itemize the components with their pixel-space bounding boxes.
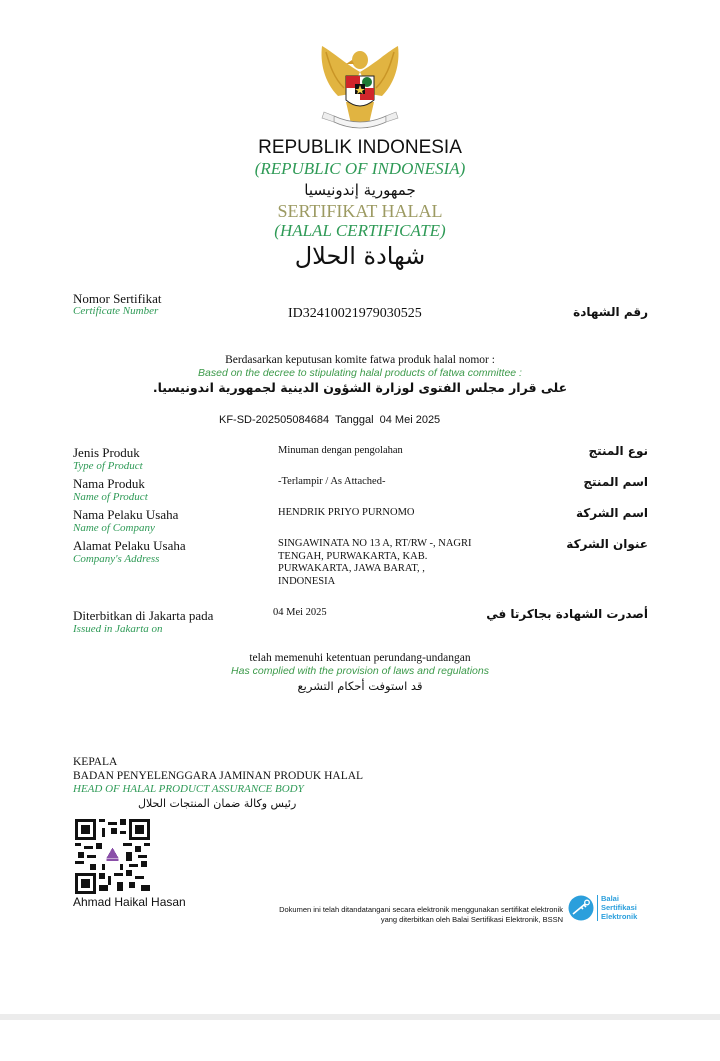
issued-label-ar: أصدرت الشهادة بجاكرتا في — [486, 607, 648, 621]
bsre-text-line: Elektronik — [601, 912, 638, 921]
certificate-title-ar: شهادة الحلال — [294, 242, 426, 270]
decree-line-en: Based on the decree to stipulating halal products of fatwa committee : — [198, 367, 522, 379]
country-title: REPUBLIK INDONESIA — [258, 137, 462, 158]
field-label: Jenis Produk — [73, 445, 140, 460]
bsre-divider — [597, 895, 598, 921]
issued-label-en: Issued in Jakarta on — [73, 623, 163, 635]
compliance-line-id: telah memenuhi ketentuan perundang-undangan — [249, 652, 471, 664]
signatory-body-en: HEAD OF HALAL PRODUCT ASSURANCE BODY — [73, 783, 304, 795]
certificate-title-en: (HALAL CERTIFICATE) — [274, 221, 446, 240]
garuda-emblem-icon — [316, 42, 404, 138]
field-label-ar: نوع المنتج — [588, 444, 648, 458]
address-line: SINGAWINATA NO 13 A, RT/RW -, NAGRI — [278, 538, 472, 549]
bsre-text-line: Balai — [601, 894, 619, 903]
bsre-key-icon — [568, 895, 594, 921]
cert-number-label-en: Certificate Number — [73, 305, 159, 317]
field-label-ar: اسم الشركة — [575, 506, 648, 520]
field-label-en: Name of Product — [73, 491, 148, 503]
certificate-title: SERTIFIKAT HALAL — [277, 201, 443, 221]
field-value: HENDRIK PRIYO PURNOMO — [278, 507, 415, 518]
field-label-en: Name of Company — [73, 522, 155, 534]
country-title-en: (REPUBLIC OF INDONESIA) — [254, 159, 466, 178]
field-value-address — [278, 538, 472, 588]
cert-number-label: Nomor Sertifikat — [73, 291, 162, 306]
address-line: TENGAH, PURWAKARTA, KAB. — [278, 550, 428, 562]
e-signature-note — [230, 905, 563, 925]
address-line: INDONESIA — [278, 575, 336, 587]
issued-date: 04 Mei 2025 — [273, 607, 327, 618]
field-label-ar: اسم المنتج — [583, 475, 648, 489]
decree-line-ar: على قرار مجلس الفتوى لوزارة الشؤون الدينية لجمهورية اندونيسيا. — [152, 380, 568, 395]
field-label-en: Type of Product — [73, 460, 143, 472]
compliance-line-en: Has complied with the provision of laws and regulations — [231, 665, 489, 677]
field-value: Minuman dengan pengolahan — [278, 445, 403, 456]
signatory-body-ar: رئيس وكالة ضمان المنتجات الحلال — [138, 797, 297, 810]
field-label-en: Company's Address — [73, 553, 160, 565]
decree-reference: KF-SD-202505084684 Tanggal 04 Mei 2025 — [219, 414, 441, 426]
cert-number-value: ID32410021979030525 — [288, 306, 422, 321]
decree-line-id: Berdasarkan keputusan komite fatwa produk halal nomor : — [225, 354, 495, 366]
field-label: Nama Produk — [73, 476, 145, 491]
bsre-logo — [568, 894, 648, 924]
page-separator — [0, 1014, 720, 1020]
cert-number-label-ar: رقم الشهادة — [573, 305, 648, 319]
field-label: Nama Pelaku Usaha — [73, 507, 179, 522]
signatory-title: KEPALA — [73, 756, 118, 768]
signatory-body: BADAN PENYELENGGARA JAMINAN PRODUK HALAL — [73, 770, 364, 782]
bsre-logo-text — [601, 894, 637, 921]
issued-label: Diterbitkan di Jakarta pada — [73, 608, 214, 623]
compliance-line-ar: قد استوفت أحكام التشريع — [297, 679, 423, 693]
country-title-ar: جمهورية إندونيسيا — [304, 181, 416, 199]
address-line: PURWAKARTA, JAWA BARAT, , — [278, 563, 425, 574]
field-value: -Terlampir / As Attached- — [278, 476, 386, 487]
field-label: Alamat Pelaku Usaha — [73, 538, 186, 553]
qr-code-icon — [75, 819, 150, 894]
signatory-name: Ahmad Haikal Hasan — [73, 895, 186, 909]
e-signature-note-line: Dokumen ini telah ditandatangani secara elektronik menggunakan sertifikat elektronik — [279, 905, 563, 914]
field-label-ar: عنوان الشركة — [566, 537, 648, 551]
bsre-text-line: Sertifikasi — [601, 903, 637, 912]
e-signature-note-line: yang diterbitkan oleh Balai Sertifikasi Elektronik, BSSN — [380, 915, 563, 924]
